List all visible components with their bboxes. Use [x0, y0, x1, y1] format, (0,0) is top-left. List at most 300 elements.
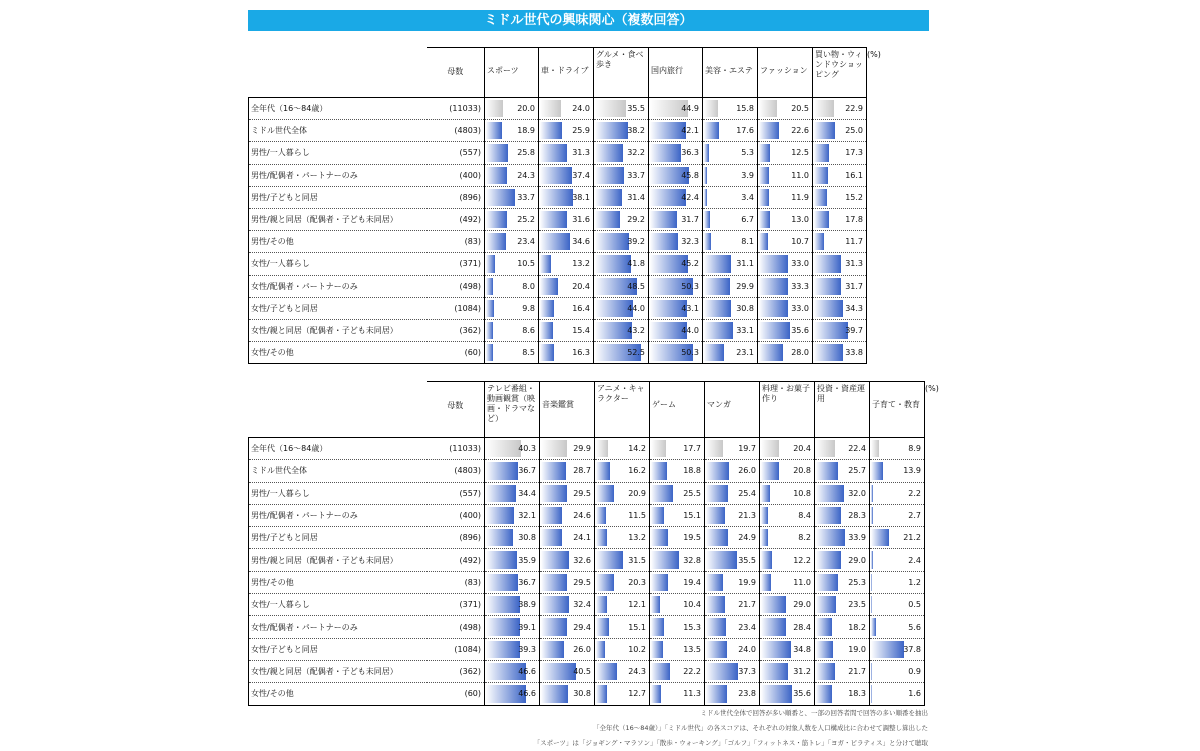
value-label: 43.1: [649, 304, 702, 313]
column-header: ファッション: [758, 48, 813, 98]
value-label: 16.3: [539, 348, 593, 357]
row-label: 女性/配偶者・パートナーのみ: [249, 616, 427, 638]
data-cell: [595, 549, 650, 571]
row-count: (557): [427, 142, 485, 164]
data-cell: [705, 594, 760, 616]
data-cell: [594, 319, 649, 341]
data-cell: [703, 275, 758, 297]
value-label: 26.0: [540, 645, 594, 654]
value-label: 8.5: [485, 348, 538, 357]
data-cell: [485, 342, 539, 364]
value-label: 22.2: [650, 667, 704, 676]
value-label: 31.7: [813, 282, 866, 291]
value-label: 39.3: [485, 645, 539, 654]
value-label: 32.0: [815, 489, 869, 498]
data-cell: [485, 504, 540, 526]
data-cell: [703, 164, 758, 186]
value-label: 29.0: [815, 556, 869, 565]
data-cell: [595, 460, 650, 482]
value-label: 20.4: [539, 282, 593, 291]
value-label: 21.2: [870, 533, 924, 542]
data-cell: [595, 571, 650, 593]
data-cell: [703, 120, 758, 142]
value-label: 22.9: [813, 104, 866, 113]
row-spacer: [925, 504, 955, 526]
value-label: 35.6: [758, 326, 812, 335]
value-label: 10.8: [760, 489, 814, 498]
data-cell: [650, 504, 705, 526]
value-label: 15.8: [703, 104, 757, 113]
data-cell: [815, 549, 870, 571]
value-label: 8.9: [870, 444, 924, 453]
value-label: 38.1: [539, 193, 593, 202]
row-spacer: [925, 482, 955, 504]
value-label: 44.0: [649, 326, 702, 335]
data-cell: [870, 571, 925, 593]
value-label: 13.2: [539, 259, 593, 268]
table-row: [249, 638, 955, 660]
data-cell: [760, 460, 815, 482]
data-cell: [649, 297, 703, 319]
row-count: (498): [427, 275, 485, 297]
data-cell: [813, 275, 867, 297]
row-spacer: [867, 208, 897, 230]
data-cell: [703, 297, 758, 319]
table-row: [249, 297, 897, 319]
value-label: 10.7: [758, 237, 812, 246]
row-label: ミドル世代全体: [249, 460, 427, 482]
column-header: 投資・資産運用: [815, 382, 870, 438]
data-cell: [758, 319, 813, 341]
row-count: (1084): [427, 297, 485, 319]
value-label: 10.4: [650, 600, 704, 609]
data-cell: [649, 253, 703, 275]
data-cell: [760, 683, 815, 705]
value-label: 8.2: [760, 533, 814, 542]
value-label: 17.3: [813, 148, 866, 157]
value-label: 18.8: [650, 466, 704, 475]
row-spacer: [867, 164, 897, 186]
data-cell: [539, 275, 594, 297]
value-label: 28.3: [815, 511, 869, 520]
data-cell: [595, 482, 650, 504]
row-spacer: [925, 616, 955, 638]
value-label: 23.4: [705, 623, 759, 632]
row-label: 男性/配偶者・パートナーのみ: [249, 504, 427, 526]
data-cell: [815, 594, 870, 616]
value-label: 14.2: [595, 444, 649, 453]
data-cell: [485, 231, 539, 253]
table-row: [249, 660, 955, 682]
value-label: 1.2: [870, 578, 924, 587]
row-count: (60): [427, 342, 485, 364]
value-label: 15.1: [595, 623, 649, 632]
data-cell: [760, 482, 815, 504]
value-label: 35.5: [594, 104, 648, 113]
column-header: 車・ドライブ: [539, 48, 594, 98]
row-label: 男性/子どもと同居: [249, 186, 427, 208]
data-cell: [760, 616, 815, 638]
value-label: 28.0: [758, 348, 812, 357]
row-label: 女性/親と同居（配偶者・子ども未同居）: [249, 660, 427, 682]
table-row: [249, 527, 955, 549]
data-cell: [815, 482, 870, 504]
row-count: (11033): [427, 438, 485, 460]
table-row: [249, 120, 897, 142]
row-spacer: [867, 231, 897, 253]
row-label: 男性/配偶者・パートナーのみ: [249, 164, 427, 186]
unit-label: (%): [925, 382, 955, 438]
value-label: 29.9: [703, 282, 757, 291]
row-label: ミドル世代全体: [249, 120, 427, 142]
data-cell: [758, 253, 813, 275]
column-header: ゲーム: [650, 382, 705, 438]
data-cell: [595, 683, 650, 705]
value-label: 13.9: [870, 466, 924, 475]
value-label: 23.4: [485, 237, 538, 246]
data-cell: [539, 164, 594, 186]
value-label: 3.9: [703, 171, 757, 180]
column-header: 美容・エステ: [703, 48, 758, 98]
table-row: [249, 231, 897, 253]
column-header: 子育て・教育: [870, 382, 925, 438]
row-label: 女性/その他: [249, 683, 427, 705]
data-cell: [540, 549, 595, 571]
data-cell: [870, 460, 925, 482]
value-label: 20.8: [760, 466, 814, 475]
data-cell: [760, 527, 815, 549]
value-label: 13.2: [595, 533, 649, 542]
table-row: [249, 142, 897, 164]
data-cell: [650, 571, 705, 593]
data-cell: [705, 571, 760, 593]
value-label: 10.5: [485, 259, 538, 268]
value-label: 21.7: [815, 667, 869, 676]
data-cell: [485, 549, 540, 571]
data-cell: [703, 319, 758, 341]
value-label: 5.6: [870, 623, 924, 632]
data-cell: [650, 527, 705, 549]
value-label: 19.4: [650, 578, 704, 587]
value-label: 2.2: [870, 489, 924, 498]
value-label: 19.7: [705, 444, 759, 453]
value-label: 2.4: [870, 556, 924, 565]
data-cell: [594, 208, 649, 230]
data-cell: [540, 616, 595, 638]
value-label: 33.0: [758, 304, 812, 313]
data-cell: [539, 208, 594, 230]
table-row: [249, 482, 955, 504]
data-cell: [815, 527, 870, 549]
value-label: 25.0: [813, 126, 866, 135]
value-label: 32.3: [649, 237, 702, 246]
row-count: (557): [427, 482, 485, 504]
row-label: 女性/一人暮らし: [249, 594, 427, 616]
column-header: テレビ番組・動画観賞（映画・ドラマなど）: [485, 382, 540, 438]
footnote-1: ミドル世代全体で回答が多い順番と、一部の回答者間で回答の多い順番を抽出: [534, 706, 928, 721]
value-label: 13.5: [650, 645, 704, 654]
value-label: 12.5: [758, 148, 812, 157]
column-header: 国内旅行: [649, 48, 703, 98]
value-label: 48.5: [594, 282, 648, 291]
value-label: 15.1: [650, 511, 704, 520]
row-label: 男性/親と同居（配偶者・子ども未同居）: [249, 208, 427, 230]
value-label: 31.4: [594, 193, 648, 202]
data-cell: [540, 571, 595, 593]
table-row: [249, 594, 955, 616]
data-cell: [539, 186, 594, 208]
data-cell: [649, 231, 703, 253]
data-cell: [594, 120, 649, 142]
column-header: 音楽鑑賞: [540, 382, 595, 438]
data-cell: [650, 460, 705, 482]
value-label: 52.5: [594, 348, 648, 357]
count-header: 母数: [427, 382, 485, 438]
data-cell: [758, 120, 813, 142]
value-label: 6.7: [703, 215, 757, 224]
data-cell: [485, 616, 540, 638]
value-label: 11.9: [758, 193, 812, 202]
data-cell: [870, 616, 925, 638]
data-cell: [594, 164, 649, 186]
data-cell: [594, 342, 649, 364]
data-cell: [813, 297, 867, 319]
row-label: 男性/一人暮らし: [249, 142, 427, 164]
footnote-2: 「全年代（16～84歳）」「ミドル世代」の各スコアは、それぞれの対象人数を人口構成比に合わせて調整し算出した: [534, 721, 928, 736]
value-label: 28.4: [760, 623, 814, 632]
value-label: 22.6: [758, 126, 812, 135]
table-row: [249, 319, 897, 341]
table-row: [249, 504, 955, 526]
data-cell: [815, 438, 870, 460]
data-cell: [813, 98, 867, 120]
value-label: 17.6: [703, 126, 757, 135]
data-cell: [813, 253, 867, 275]
data-cell: [705, 482, 760, 504]
data-cell: [760, 504, 815, 526]
value-label: 50.3: [649, 282, 702, 291]
value-label: 19.9: [705, 578, 759, 587]
table-row: [249, 253, 897, 275]
value-label: 32.4: [540, 600, 594, 609]
row-spacer: [867, 142, 897, 164]
value-label: 36.7: [485, 466, 539, 475]
value-label: 8.6: [485, 326, 538, 335]
row-count: (896): [427, 527, 485, 549]
data-cell: [815, 660, 870, 682]
row-count: (11033): [427, 98, 485, 120]
data-cell: [870, 638, 925, 660]
value-label: 46.6: [485, 667, 539, 676]
data-cell: [650, 482, 705, 504]
value-label: 33.7: [485, 193, 538, 202]
value-label: 38.9: [485, 600, 539, 609]
data-cell: [485, 120, 539, 142]
row-label: 男性/親と同居（配偶者・子ども未同居）: [249, 549, 427, 571]
row-spacer: [925, 549, 955, 571]
column-header: 料理・お菓子作り: [760, 382, 815, 438]
row-count: (362): [427, 660, 485, 682]
data-cell: [594, 98, 649, 120]
data-cell: [540, 638, 595, 660]
row-label: 女性/その他: [249, 342, 427, 364]
value-label: 33.1: [703, 326, 757, 335]
data-cell: [539, 319, 594, 341]
value-label: 31.7: [649, 215, 702, 224]
row-spacer: [867, 319, 897, 341]
value-label: 22.4: [815, 444, 869, 453]
value-label: 8.4: [760, 511, 814, 520]
data-cell: [540, 460, 595, 482]
data-cell: [540, 527, 595, 549]
data-cell: [485, 297, 539, 319]
data-cell: [649, 120, 703, 142]
row-spacer: [925, 527, 955, 549]
value-label: 39.1: [485, 623, 539, 632]
value-label: 29.4: [540, 623, 594, 632]
data-cell: [758, 164, 813, 186]
value-label: 30.8: [703, 304, 757, 313]
table-row: [249, 342, 897, 364]
table-row: [249, 549, 955, 571]
row-spacer: [925, 683, 955, 705]
value-label: 34.8: [760, 645, 814, 654]
data-cell: [703, 186, 758, 208]
data-cell: [649, 164, 703, 186]
row-count: (492): [427, 208, 485, 230]
data-cell: [594, 186, 649, 208]
column-header: マンガ: [705, 382, 760, 438]
data-cell: [760, 660, 815, 682]
data-cell: [539, 120, 594, 142]
value-label: 31.3: [813, 259, 866, 268]
row-label: 全年代（16～84歳）: [249, 98, 427, 120]
data-cell: [870, 594, 925, 616]
value-label: 42.1: [649, 126, 702, 135]
value-label: 44.9: [649, 104, 702, 113]
value-label: 36.3: [649, 148, 702, 157]
value-label: 23.1: [703, 348, 757, 357]
value-label: 24.6: [540, 511, 594, 520]
table-row: [249, 683, 955, 705]
data-cell: [649, 275, 703, 297]
value-label: 12.1: [595, 600, 649, 609]
row-label: 女性/配偶者・パートナーのみ: [249, 275, 427, 297]
value-label: 20.3: [595, 578, 649, 587]
value-label: 25.9: [539, 126, 593, 135]
data-cell: [595, 438, 650, 460]
data-cell: [703, 231, 758, 253]
data-cell: [815, 683, 870, 705]
data-cell: [813, 319, 867, 341]
row-spacer: [867, 342, 897, 364]
data-cell: [539, 342, 594, 364]
data-cell: [485, 660, 540, 682]
data-cell: [485, 253, 539, 275]
data-cell: [758, 231, 813, 253]
value-label: 8.0: [485, 282, 538, 291]
value-label: 12.2: [760, 556, 814, 565]
interests-table-1: [248, 47, 897, 364]
data-cell: [650, 549, 705, 571]
row-count: (498): [427, 616, 485, 638]
value-label: 36.7: [485, 578, 539, 587]
footnotes: [534, 706, 928, 751]
chart-title: ミドル世代の興味関心（複数回答）: [248, 10, 929, 31]
value-label: 35.6: [760, 689, 814, 698]
data-cell: [870, 482, 925, 504]
data-cell: [703, 208, 758, 230]
value-label: 5.3: [703, 148, 757, 157]
data-cell: [595, 638, 650, 660]
data-cell: [650, 638, 705, 660]
data-cell: [595, 616, 650, 638]
data-cell: [594, 275, 649, 297]
table-row: [249, 275, 897, 297]
row-spacer: [925, 660, 955, 682]
value-label: 1.6: [870, 689, 924, 698]
data-cell: [485, 438, 540, 460]
value-label: 46.6: [485, 689, 539, 698]
value-label: 39.7: [813, 326, 866, 335]
data-cell: [870, 504, 925, 526]
value-label: 20.0: [485, 104, 538, 113]
count-header: 母数: [427, 48, 485, 98]
value-label: 20.5: [758, 104, 812, 113]
value-label: 16.1: [813, 171, 866, 180]
data-cell: [540, 594, 595, 616]
value-label: 32.2: [594, 148, 648, 157]
value-label: 21.3: [705, 511, 759, 520]
data-cell: [595, 660, 650, 682]
data-cell: [758, 208, 813, 230]
value-label: 15.4: [539, 326, 593, 335]
data-cell: [870, 438, 925, 460]
value-label: 18.3: [815, 689, 869, 698]
data-cell: [705, 438, 760, 460]
data-cell: [705, 549, 760, 571]
data-cell: [760, 594, 815, 616]
row-label: 女性/子どもと同居: [249, 297, 427, 319]
value-label: 44.0: [594, 304, 648, 313]
value-label: 11.0: [760, 578, 814, 587]
value-label: 12.7: [595, 689, 649, 698]
table-row: [249, 98, 897, 120]
value-label: 32.6: [540, 556, 594, 565]
table-row: [249, 571, 955, 593]
data-cell: [758, 342, 813, 364]
value-label: 3.4: [703, 193, 757, 202]
value-label: 24.3: [595, 667, 649, 676]
row-spacer: [867, 253, 897, 275]
row-label: 男性/その他: [249, 571, 427, 593]
data-cell: [705, 638, 760, 660]
row-count: (400): [427, 164, 485, 186]
value-label: 25.4: [705, 489, 759, 498]
column-header: グルメ・食べ歩き: [594, 48, 649, 98]
row-spacer: [925, 438, 955, 460]
data-cell: [815, 616, 870, 638]
value-label: 25.8: [485, 148, 538, 157]
value-label: 29.5: [540, 578, 594, 587]
value-label: 11.3: [650, 689, 704, 698]
value-label: 30.8: [540, 689, 594, 698]
data-cell: [705, 527, 760, 549]
data-cell: [594, 297, 649, 319]
row-label: 女性/一人暮らし: [249, 253, 427, 275]
data-cell: [649, 319, 703, 341]
data-cell: [760, 438, 815, 460]
